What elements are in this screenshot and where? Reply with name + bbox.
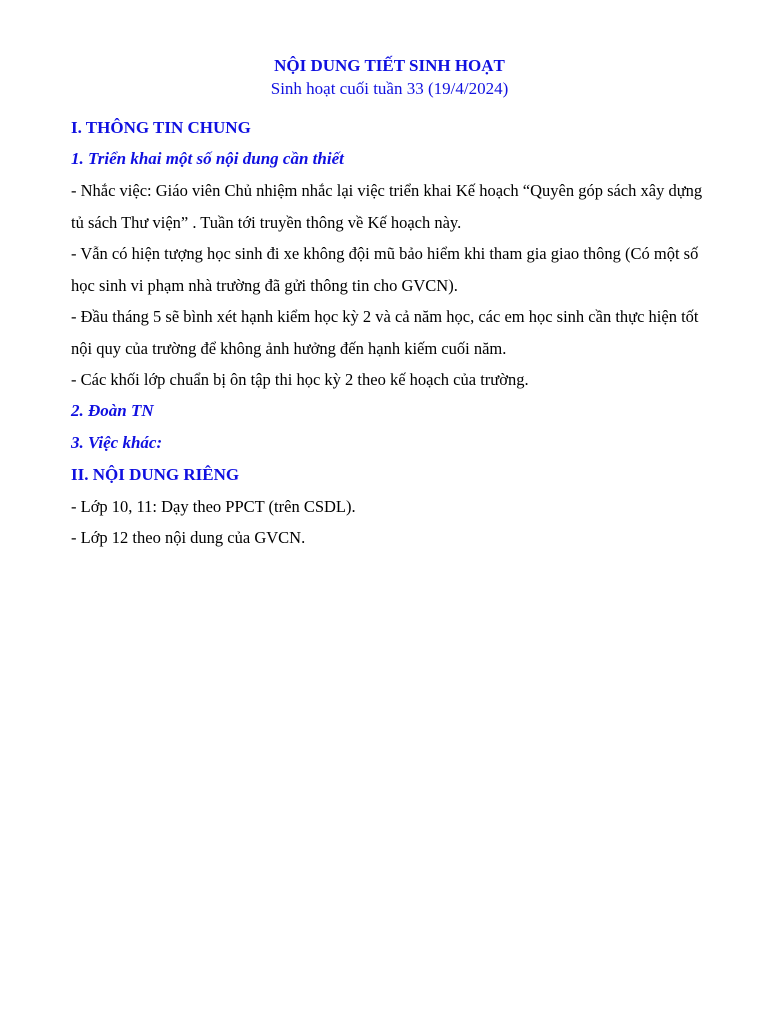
document-title: NỘI DUNG TIẾT SINH HOẠT [274,56,505,75]
document-subtitle: Sinh hoạt cuối tuần 33 (19/4/2024) [270,79,509,98]
paragraph-grade-12: - Lớp 12 theo nội dung của GVCN. [71,528,306,547]
paragraph-reminder: - Nhắc việc: Giáo viên Chủ nhiệm nhắc lại việc triển khai Kế hoạch “Quyên góp sách xây dựng tủ sách Thư viện” . Tuần tới truyền thông về Kế hoạch này. [71,181,703,232]
paragraph-helmet: - Vẫn có hiện tượng học sinh đi xe không đội mũ bảo hiểm khi tham gia giao thông (Có một số học sinh vi phạm nhà trường đã gửi thông tin cho GVCN). [71,244,699,295]
sub-heading-other-matters: 3. Việc khác: [71,432,163,452]
title-block [71,54,708,100]
sub-heading-youth-union: 2. Đoàn TN [71,400,154,420]
sub-heading-deploy-content: 1. Triển khai một số nội dung cần thiết [71,149,344,168]
section-heading-specific-content: II. NỘI DUNG RIÊNG [71,464,240,484]
specific-content-paragraphs [71,491,708,554]
paragraph-conduct-review: - Đầu tháng 5 sẽ bình xét hạnh kiểm học kỳ 2 và cả năm học, các em học sinh cần thực hiện tốt nội quy của trường để không ảnh hưởng đến hạnh kiếm cuối năm. [71,307,699,358]
paragraph-grade-10-11: - Lớp 10, 11: Dạy theo PPCT (trên CSDL). [71,496,356,516]
general-info-paragraphs [71,175,708,396]
section-heading-general-info: I. THÔNG TIN CHUNG [71,118,251,137]
paragraph-exam-prep: - Các khối lớp chuẩn bị ôn tập thi học kỳ 2 theo kế hoạch của trường. [71,370,529,389]
